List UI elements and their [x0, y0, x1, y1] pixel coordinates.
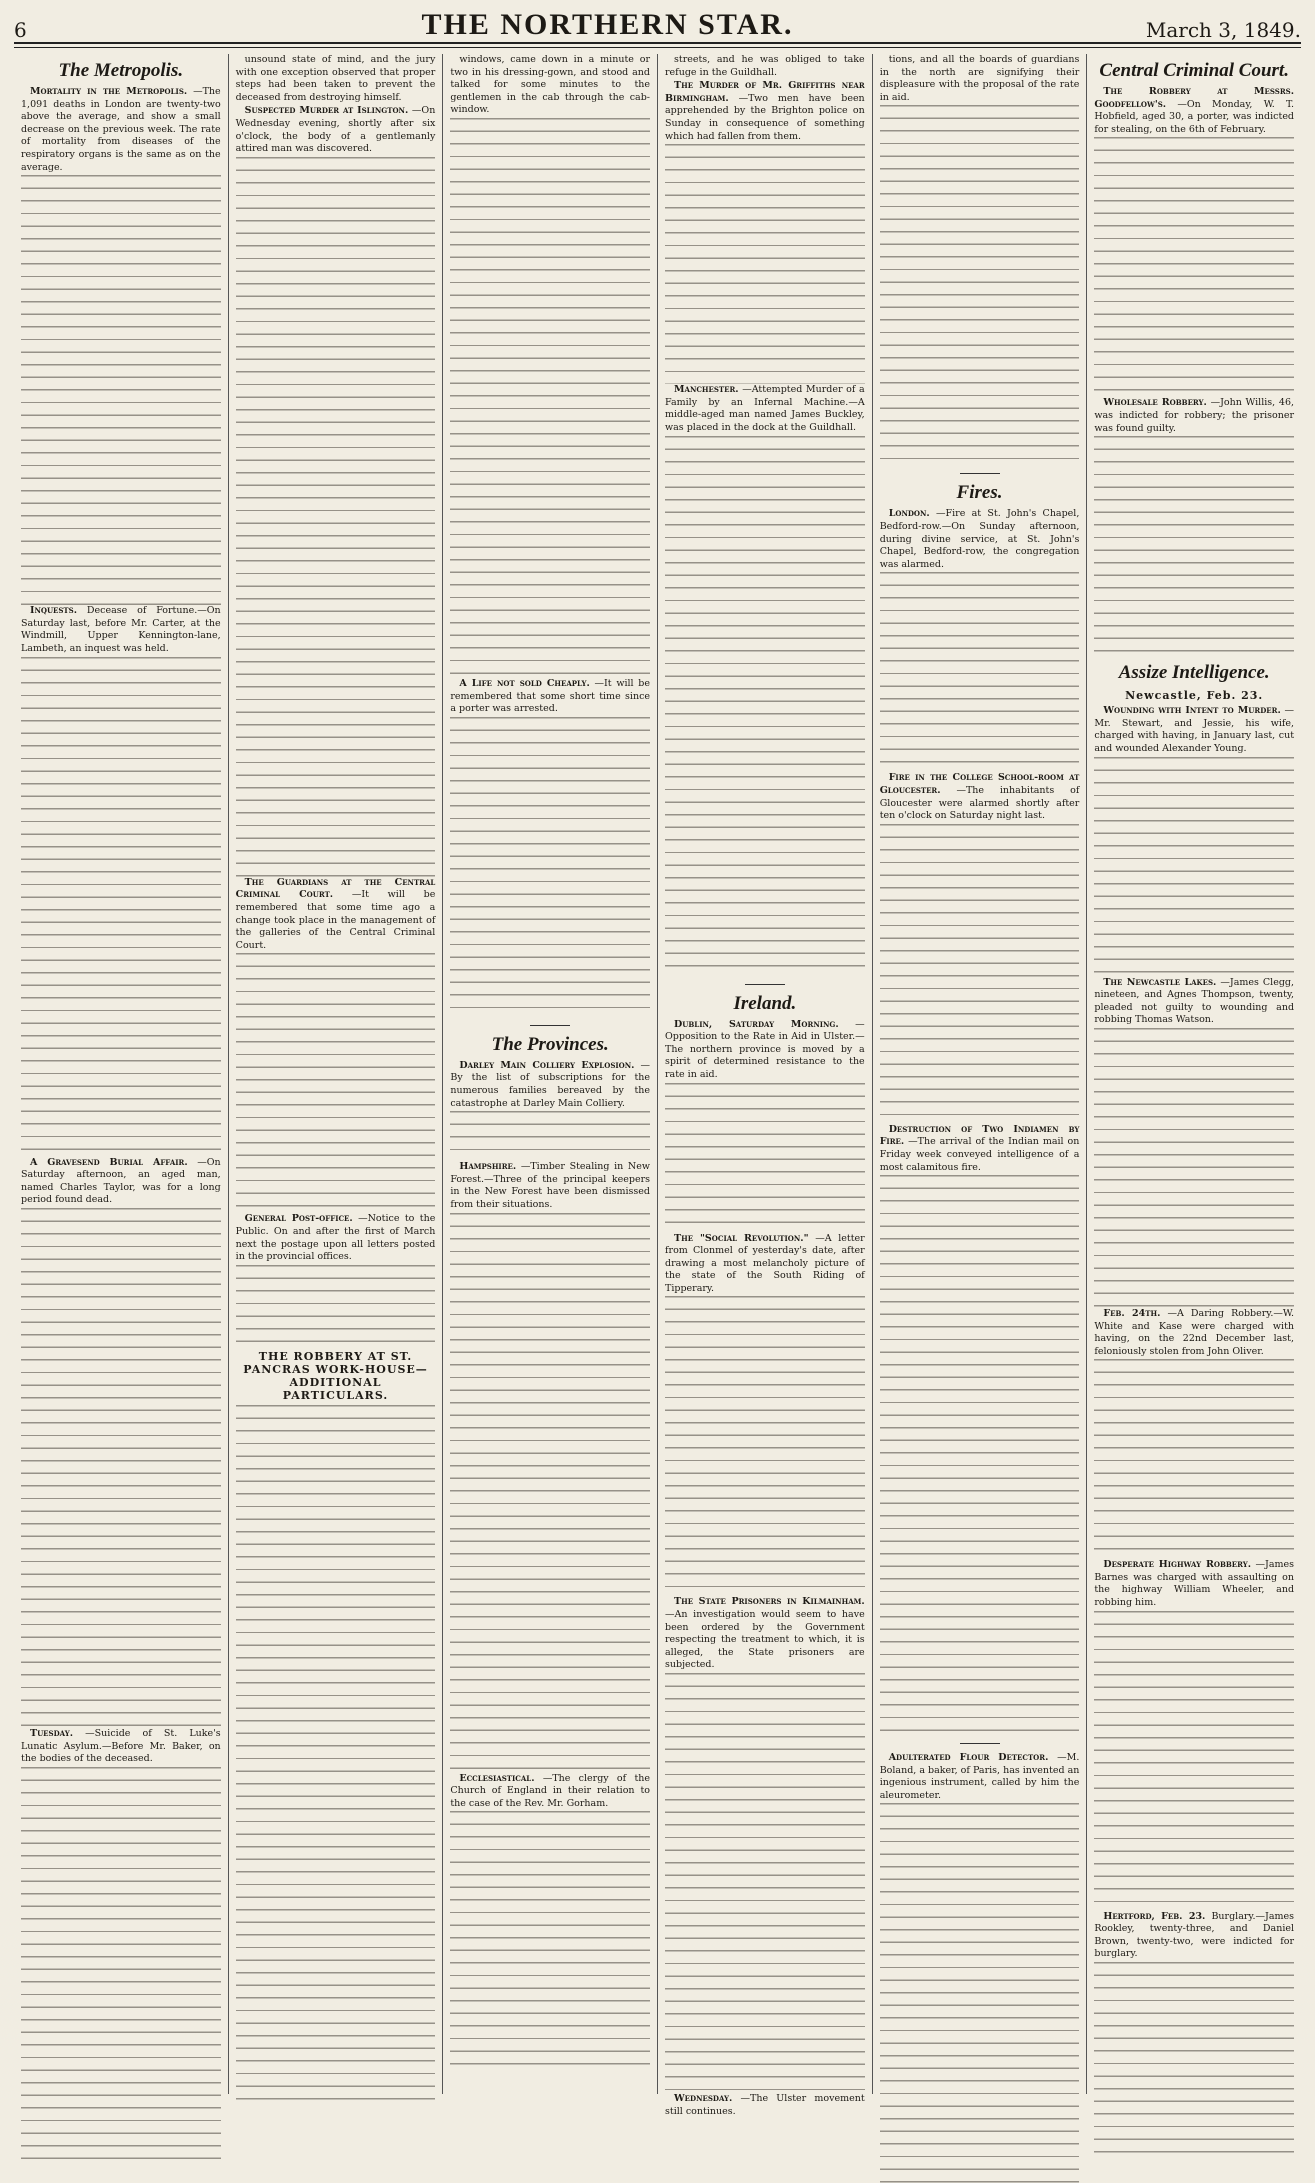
article-text: —M. Boland, a baker, of Paris, has invented an ingenious instrument, called by him the aleurometer.: [879, 1752, 1080, 1801]
article-text: —James Clegg, nineteen, and Agnes Thompson, twenty, pleaded not guilty to wounding and robbing Thomas Watson.: [1094, 976, 1295, 1026]
article-lead: Hampshire.: [459, 1161, 517, 1173]
article-lead: Mortality in the Metropolis.: [30, 86, 188, 97]
article-lead: Adulterated Flour Detector.: [888, 1752, 1049, 1764]
body-text-block: [450, 1111, 650, 1161]
article: [1094, 705, 1294, 755]
article-lead: Dublin, Saturday Morning.: [674, 1018, 839, 1030]
article: [880, 508, 1080, 571]
article: [665, 1596, 865, 1672]
article-lead: Wednesday.: [674, 2093, 733, 2105]
article-text: —On Wednesday evening, shortly after six o'clock, the body of a gentlemanly attired man was discovered.: [235, 105, 436, 155]
article: [21, 1728, 221, 1766]
article: [665, 1233, 865, 1296]
article-text: —A letter from Clonmel of yesterday's date, after drawing a most melancholy picture of the state of the South Riding of Tipperary.: [665, 1232, 865, 1294]
article-lead: A Life not sold Cheaply.: [459, 677, 590, 689]
body-text-block: [1094, 1962, 1294, 2162]
article: [1094, 1308, 1294, 1358]
masthead: [14, 8, 1301, 44]
article: [21, 605, 221, 655]
article-lead: The "Social Revolution.": [674, 1232, 809, 1244]
body-text-block: [665, 144, 865, 384]
divider: [745, 984, 785, 985]
article-lead: The Guardians at the Central Criminal Court.: [235, 876, 436, 901]
article-text: —The Ulster movement still continues.: [665, 2093, 865, 2117]
article: [450, 1161, 650, 1211]
body-text-block: [880, 1175, 1080, 1735]
article-lead: Desperate Highway Robbery.: [1103, 1559, 1252, 1571]
article-text: —An investigation would seem to have been ordered by the Government respecting the treatment to which, it is alleged, the State prisoners are subjected.: [665, 1609, 865, 1671]
article: [665, 80, 865, 143]
column-4: [658, 54, 873, 2117]
page-number: 6: [14, 18, 27, 42]
article-text: —The 1,091 deaths in London are twenty-two above the average, and show a small decrease on the previous week. The rate of mortality from diseases of the respiratory organs is the same as on the average.: [21, 86, 221, 173]
article-lead: A Gravesend Burial Affair.: [30, 1156, 188, 1168]
article-text: unsound state of mind, and the jury with one exception observed that proper steps had been taken to prevent the deceased from destroying himself.: [235, 54, 436, 103]
section-heading-criminal-court: Central Criminal Court.: [1099, 60, 1289, 81]
article: [21, 86, 221, 174]
section-heading-workhouse: THE ROBBERY AT ST. PANCRAS WORK-HOUSE—ADDITIONAL PARTICULARS.: [243, 1349, 428, 1402]
article-text: —Suicide of St. Luke's Lunatic Asylum.—Before Mr. Baker, on the bodies of the deceased.: [21, 1727, 221, 1765]
body-text-block: [1094, 1611, 1294, 1911]
article: [665, 1019, 865, 1082]
section-heading-metropolis: The Metropolis.: [58, 60, 184, 81]
article: [236, 54, 436, 104]
columns: [14, 54, 1301, 2117]
article-lead: General Post-office.: [244, 1213, 353, 1225]
article-text: —On Monday, W. T. Hobfield, aged 30, a porter, was indicted for stealing, on the 6th of February.: [1094, 98, 1295, 135]
article-lead: Wholesale Robbery.: [1103, 397, 1207, 409]
body-text-block: [1094, 757, 1294, 977]
article: [450, 54, 650, 117]
body-text-block: [450, 717, 650, 1017]
article: [450, 1060, 650, 1110]
article-text: Burglary.—James Rookley, twenty-three, and Daniel Brown, twenty-two, were indicted for burglary.: [1094, 1910, 1295, 1960]
article-lead: Tuesday.: [30, 1727, 74, 1739]
body-text-block: [1094, 1359, 1294, 1559]
article-text: tions, and all the boards of guardians in the north are signifying their displeasure with the proposal of the rate in aid.: [879, 54, 1080, 103]
article: [1094, 397, 1294, 435]
body-text-block: [236, 1265, 436, 1345]
article-text: —A Daring Robbery.—W. White and Kase were charged with having, on the 22nd December last, feloniously stolen from John Oliver.: [1094, 1307, 1295, 1357]
divider: [530, 1025, 570, 1026]
article-text: —By the list of subscriptions for the numerous families bereaved by the catastrophe at Darley Main Colliery.: [450, 1059, 651, 1109]
body-text-block: [450, 118, 650, 678]
article-text: —Fire at St. John's Chapel, Bedford-row.—On Sunday afternoon, during divine service, at St. John's Chapel, Bedford-row, the congregation was alarmed.: [879, 508, 1080, 570]
article-text: —The clergy of the Church of England in their relation to the case of the Rev. Mr. Gorham.: [450, 1772, 651, 1809]
body-text-block: [21, 657, 221, 1157]
article: [665, 2093, 865, 2118]
article-text: —The arrival of the Indian mail on Friday week conveyed intelligence of a most calamitous fire.: [879, 1136, 1080, 1173]
body-text-block: [665, 1083, 865, 1233]
column-5: [873, 54, 1088, 2094]
body-text-block: [21, 1208, 221, 1728]
article-lead: The Murder of Mr. Griffiths near Birmingham.: [665, 80, 865, 104]
section-heading-ireland: Ireland.: [733, 992, 797, 1014]
article-text: Decease of Fortune.—On Saturday last, before Mr. Carter, at the Windmill, Upper Kennington-lane, Lambeth, an inquest was held.: [21, 605, 221, 654]
body-text-block: [880, 1803, 1080, 2183]
section-heading-fires: Fires.: [956, 482, 1003, 504]
article-lead: Wounding with Intent to Murder.: [1103, 705, 1281, 717]
article-lead: Darley Main Colliery Explosion.: [459, 1059, 635, 1071]
article: [665, 384, 865, 434]
article: [236, 105, 436, 155]
article: [880, 772, 1080, 822]
article-lead: Manchester.: [674, 384, 739, 396]
article: [450, 1773, 650, 1811]
article: [450, 678, 650, 716]
article-text: —The inhabitants of Gloucester were alarmed shortly after ten o'clock on Saturday night last.: [879, 784, 1080, 822]
article: [236, 1213, 436, 1263]
section-heading-assize: Assize Intelligence.: [1118, 662, 1270, 684]
body-text-block: [880, 105, 1080, 465]
article-text: —James Barnes was charged with assaulting on the highway William Wheeler, and robbing him.: [1094, 1559, 1295, 1609]
column-3: [443, 54, 658, 2094]
masthead-rule: [14, 44, 1301, 48]
article-lead: London.: [888, 508, 930, 520]
body-text-block: [21, 1767, 221, 2167]
divider: [960, 1743, 1000, 1744]
newspaper-title: THE NORTHERN STAR.: [421, 8, 794, 41]
column-2: [229, 54, 444, 2094]
article-text: —Attempted Murder of a Family by an Infernal Machine.—A middle-aged man named James Buckley, was placed in the dock at the Guildhall.: [665, 384, 865, 433]
dateline: Newcastle, Feb. 23.: [1125, 689, 1264, 703]
article-text: —Timber Stealing in New Forest.—Three of the principal keepers in the New Forest have been dismissed from their situations.: [450, 1161, 651, 1210]
article-text: streets, and he was obliged to take refuge in the Guildhall.: [665, 54, 865, 78]
divider: [960, 473, 1000, 474]
article-text: —Two men have been apprehended by the Brighton police on Sunday in consequence of something which had fallen from them.: [665, 92, 865, 142]
article-lead: Inquests.: [30, 605, 78, 617]
body-text-block: [450, 1213, 650, 1773]
article: [665, 54, 865, 79]
article: [1094, 1559, 1294, 1609]
article: [236, 877, 436, 953]
article-text: —It will be remembered that some short time since a porter was arrested.: [450, 677, 651, 715]
article-text: —Mr. Stewart, and Jessie, his wife, charged with having, in January last, cut and wounded Alexander Young.: [1094, 705, 1295, 754]
article: [1094, 1911, 1294, 1961]
article: [1094, 86, 1294, 136]
article-lead: The Robbery at Messrs. Goodfellow's.: [1094, 86, 1295, 110]
body-text-block: [665, 436, 865, 976]
article: [880, 1752, 1080, 1802]
article-lead: Hertford, Feb. 23.: [1103, 1910, 1206, 1922]
body-text-block: [450, 1811, 650, 2071]
article-lead: Suspected Murder at Islington.: [244, 105, 409, 117]
body-text-block: [1094, 1028, 1294, 1308]
article: [21, 1157, 221, 1207]
article: [880, 54, 1080, 104]
body-text-block: [21, 175, 221, 605]
body-text-block: [665, 1296, 865, 1596]
article-text: —Notice to the Public. On and after the first of March next the postage upon all letters posted in the provincial offices.: [235, 1213, 436, 1263]
body-text-block: [236, 157, 436, 877]
body-text-block: [665, 1673, 865, 2093]
body-text-block: [236, 953, 436, 1213]
body-text-block: [880, 572, 1080, 772]
article-lead: Destruction of Two Indiamen by Fire.: [879, 1123, 1080, 1148]
section-heading-provinces: The Provinces.: [491, 1033, 609, 1055]
body-text-block: [1094, 436, 1294, 656]
article-lead: The State Prisoners in Kilmainham.: [674, 1596, 865, 1608]
article-lead: Feb. 24th.: [1103, 1307, 1161, 1319]
body-text-block: [236, 1405, 436, 2105]
article-text: —Opposition to the Rate in Aid in Ulster.—The northern province is moved by a spirit of determined resistance to the rate in aid.: [665, 1018, 865, 1080]
body-text-block: [880, 824, 1080, 1124]
article-text: —It will be remembered that some time ago a change took place in the management of the galleries of the Central Criminal Court.: [235, 889, 436, 951]
article-lead: Fire in the College School-room at Gloucester.: [879, 772, 1080, 796]
article-lead: The Newcastle Lakes.: [1103, 976, 1217, 988]
article-text: —On Saturday afternoon, an aged man, named Charles Taylor, was for a long period found dead.: [21, 1156, 221, 1206]
article: [1094, 977, 1294, 1027]
column-1: [14, 54, 229, 2094]
article-text: windows, came down in a minute or two in his dressing-gown, and stood and talked for some minutes to the gentlemen in the cab through the cab-window.: [450, 54, 651, 116]
issue-date: March 3, 1849.: [1145, 18, 1301, 42]
body-text-block: [1094, 137, 1294, 397]
article-lead: Ecclesiastical.: [459, 1772, 535, 1784]
article: [880, 1124, 1080, 1174]
article-text: —John Willis, 46, was indicted for robbery; the prisoner was found guilty.: [1094, 397, 1295, 434]
column-6: [1087, 54, 1301, 2094]
